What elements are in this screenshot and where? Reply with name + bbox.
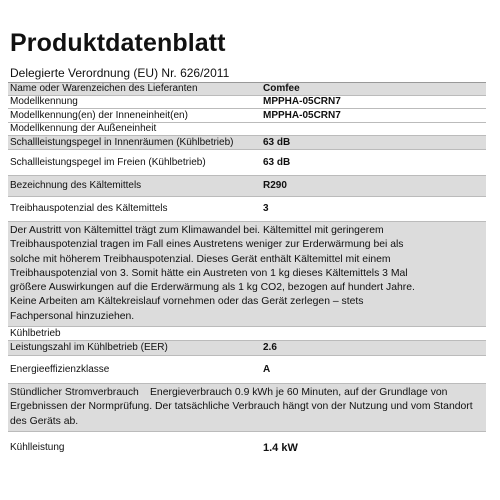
- row-label: Schallleistungspegel im Freien (Kühlbetrieb): [10, 156, 206, 168]
- row-value: 3: [263, 203, 269, 214]
- row-value: 1.4 kW: [263, 441, 298, 454]
- table-row-outdoor-noise: [8, 150, 486, 176]
- consumption-line: Energieverbrauch 0.9 kWh je 60 Minuten, auf der Grundlage von: [150, 387, 448, 399]
- consumption-label: Stündlicher Stromverbrauch: [10, 387, 139, 399]
- regulation-subtitle: Delegierte Verordnung (EU) Nr. 626/2011: [10, 66, 230, 80]
- table-row-indoor-model: [8, 109, 486, 123]
- note-line: solche mit höherem Treibhauspotenzial. Dieses Gerät enthält Kältemittel mit einem: [10, 253, 391, 265]
- document-title: Produktdatenblatt: [10, 29, 226, 57]
- row-value: 63 dB: [263, 156, 291, 168]
- row-value: 63 dB: [263, 136, 291, 148]
- section-label: Kühlbetrieb: [10, 327, 61, 339]
- row-label: Modellkennung(en) der Inneneinheit(en): [10, 109, 188, 121]
- row-value: R290: [263, 180, 287, 191]
- row-label: Energieeffizienzklasse: [10, 363, 110, 375]
- table-row-eer: [8, 341, 486, 356]
- row-label: Name oder Warenzeichen des Lieferanten: [10, 83, 198, 94]
- table-row-gwp: [8, 197, 486, 222]
- table-row-indoor-noise: [8, 136, 486, 150]
- table-row-cooling-power: [8, 432, 486, 464]
- row-label: Treibhauspotenzial des Kältemittels: [10, 203, 168, 214]
- row-value: MPPHA-05CRN7: [263, 96, 341, 107]
- row-label: Modellkennung der Außeneinheit: [10, 123, 157, 134]
- row-value: MPPHA-05CRN7: [263, 109, 341, 121]
- row-label: Bezeichnung des Kältemittels: [10, 180, 142, 191]
- note-line: größere Auswirkungen auf die Erderwärmung als 1 kg CO2, bezogen auf hundert Jahre.: [10, 282, 415, 294]
- note-line: Fachpersonal hinzuziehen.: [10, 310, 135, 322]
- row-value: A: [263, 363, 271, 375]
- row-label: Kühlleistung: [10, 441, 65, 453]
- note-line: Treibhauspotenzial von 3. Somit hätte ein Austreten von 1 kg dieses Kältemittels 3 Mal: [10, 267, 408, 279]
- table-row-supplier: [8, 83, 486, 96]
- note-line: Keine Arbeiten am Kältekreislauf vornehmen oder das Gerät zerlegen – stets: [10, 296, 364, 308]
- data-sheet-table: [8, 82, 486, 464]
- cooling-section-header: [8, 327, 486, 341]
- consumption-line: des Geräts ab.: [10, 415, 79, 427]
- table-row-outdoor-model: [8, 123, 486, 136]
- consumption-line: Ergebnissen der Normprüfung. Der tatsächliche Verbrauch hängt von der Nutzung und vom Standort: [10, 401, 473, 413]
- note-line: Der Austritt von Kältemittel trägt zum Klimawandel bei. Kältemittel mit geringerem: [10, 225, 384, 236]
- table-row-refrigerant: [8, 176, 486, 197]
- row-value: 2.6: [263, 342, 277, 354]
- note-line: Treibhauspotenzial tragen im Fall eines Austretens weniger zur Erderwärmung bei als: [10, 239, 404, 251]
- consumption-block: [8, 384, 486, 432]
- row-value: Comfee: [263, 83, 300, 94]
- row-label: Leistungszahl im Kühlbetrieb (EER): [10, 342, 168, 354]
- refrigerant-note: [8, 222, 486, 327]
- table-row-model: [8, 96, 486, 109]
- row-label: Modellkennung: [10, 96, 78, 107]
- row-label: Schallleistungspegel in Innenräumen (Kühlbetrieb): [10, 136, 234, 148]
- table-row-efficiency-class: [8, 356, 486, 384]
